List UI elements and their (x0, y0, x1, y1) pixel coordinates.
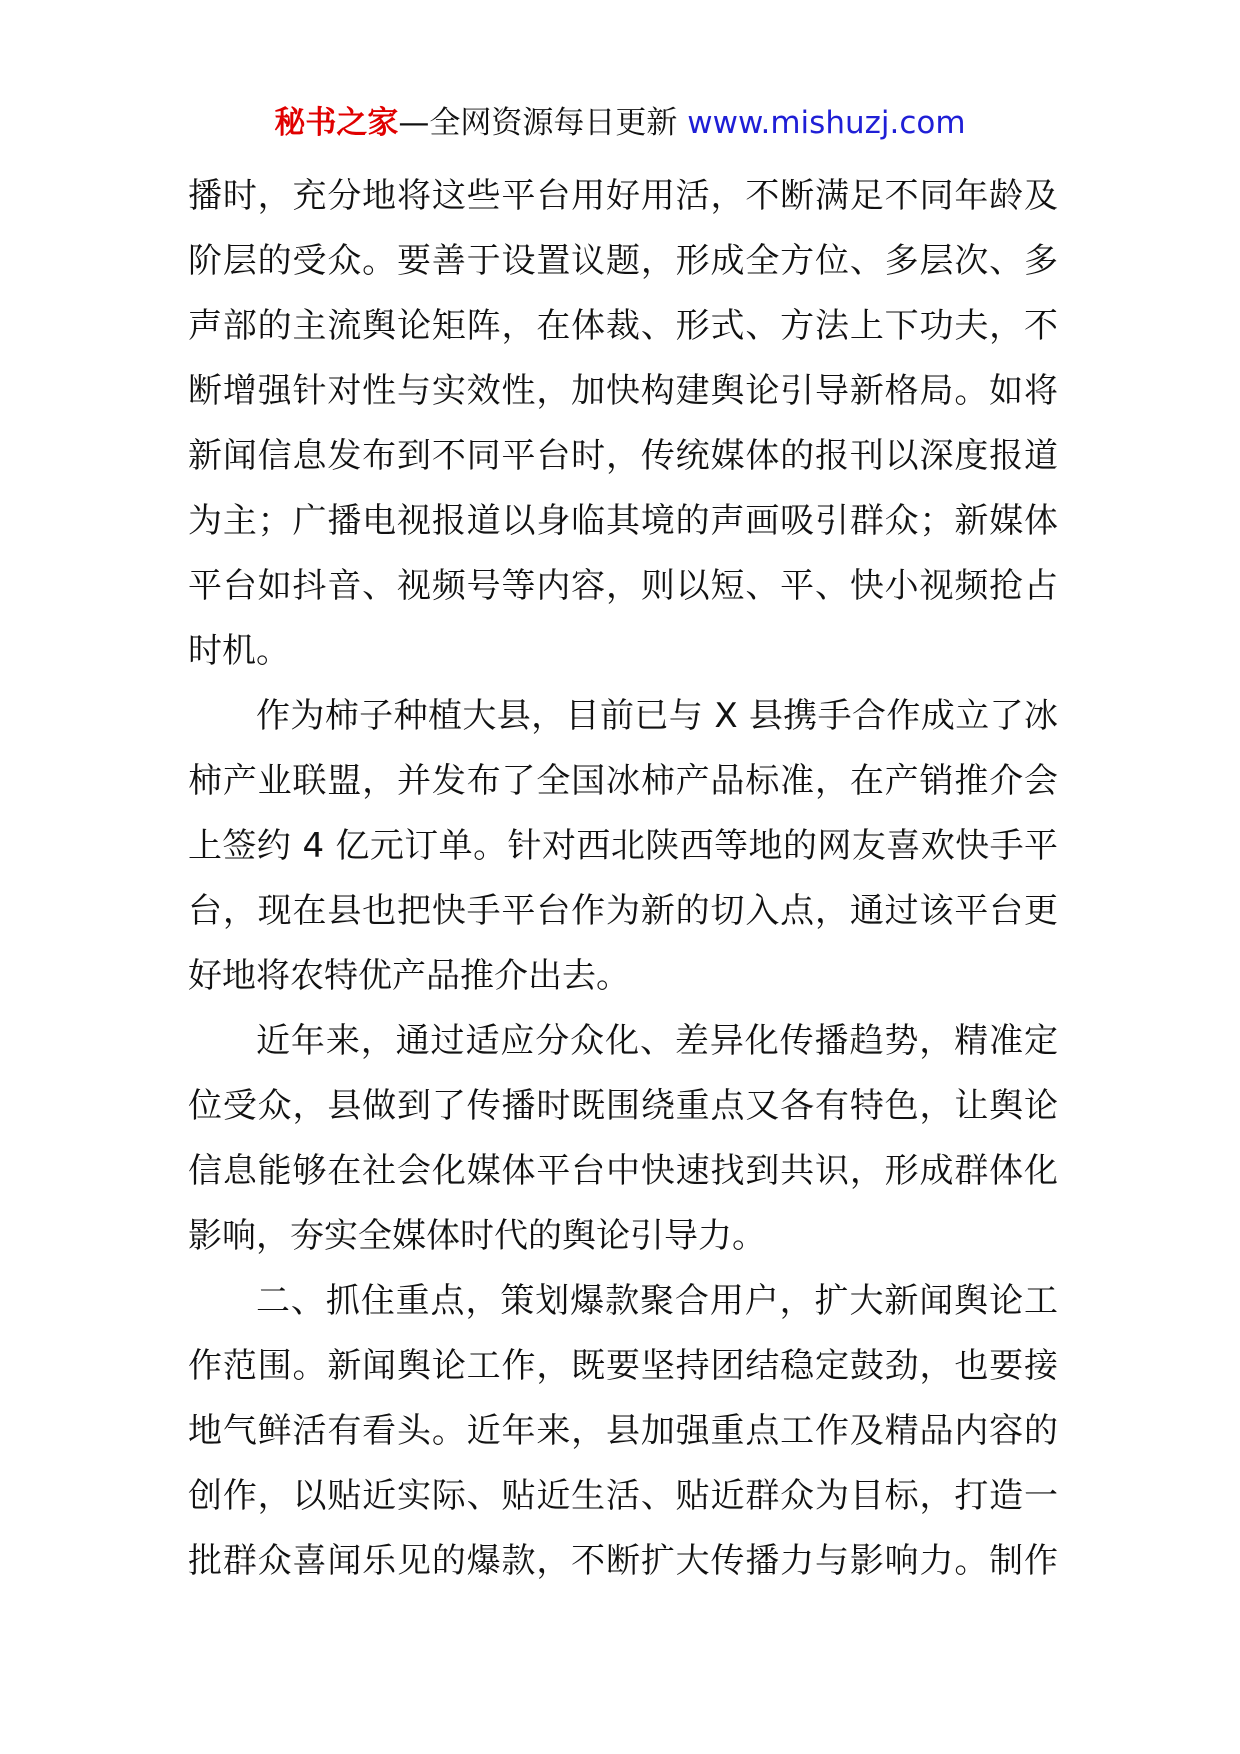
text-line: 信息能够在社会化媒体平台中快速找到共识，形成群体化 (188, 1151, 1058, 1191)
text-line: 创作，以贴近实际、贴近生活、贴近群众为目标，打造一 (188, 1476, 1058, 1516)
text-line: 作范围。新闻舆论工作，既要坚持团结稳定鼓劲，也要接 (188, 1346, 1058, 1386)
text-line: 近年来，通过适应分众化、差异化传播趋势，精准定 (256, 1021, 1058, 1061)
text-line: 播时，充分地将这些平台用好用活，不断满足不同年龄及 (188, 176, 1058, 216)
text-line: 影响，夯实全媒体时代的舆论引导力。 (188, 1216, 766, 1256)
text-line: 批群众喜闻乐见的爆款，不断扩大传播力与影响力。制作 (188, 1541, 1058, 1581)
text-line: 阶层的受众。要善于设置议题，形成全方位、多层次、多 (188, 241, 1058, 281)
site-header (0, 100, 1240, 146)
text-line: 声部的主流舆论矩阵，在体裁、形式、方法上下功夫，不 (188, 306, 1058, 346)
site-url-link[interactable]: www.mishuzj.com (687, 105, 966, 141)
text-line: 台，现在县也把快手平台作为新的切入点，通过该平台更 (188, 891, 1058, 931)
site-tagline: —全网资源每日更新 (398, 105, 678, 141)
text-line: 位受众，县做到了传播时既围绕重点又各有特色，让舆论 (188, 1086, 1058, 1126)
text-line: 时机。 (188, 631, 290, 671)
document-body (188, 164, 1058, 1594)
text-line: 为主；广播电视报道以身临其境的声画吸引群众；新媒体 (188, 501, 1058, 541)
text-line: 上签约 4 亿元订单。针对西北陕西等地的网友喜欢快手平 (188, 826, 1058, 866)
text-line: 好地将农特优产品推介出去。 (188, 956, 630, 996)
text-line: 断增强针对性与实效性，加快构建舆论引导新格局。如将 (188, 371, 1058, 411)
text-line: 平台如抖音、视频号等内容，则以短、平、快小视频抢占 (188, 566, 1058, 606)
text-line: 柿产业联盟，并发布了全国冰柿产品标准，在产销推介会 (188, 761, 1058, 801)
text-line: 新闻信息发布到不同平台时，传统媒体的报刊以深度报道 (188, 436, 1058, 476)
text-line: 作为柿子种植大县，目前已与 X 县携手合作成立了冰 (256, 696, 1058, 736)
site-brand: 秘书之家 (274, 105, 399, 141)
section-heading-line: 二、抓住重点，策划爆款聚合用户，扩大新闻舆论工 (256, 1281, 1058, 1321)
text-line: 地气鲜活有看头。近年来，县加强重点工作及精品内容的 (188, 1411, 1058, 1451)
